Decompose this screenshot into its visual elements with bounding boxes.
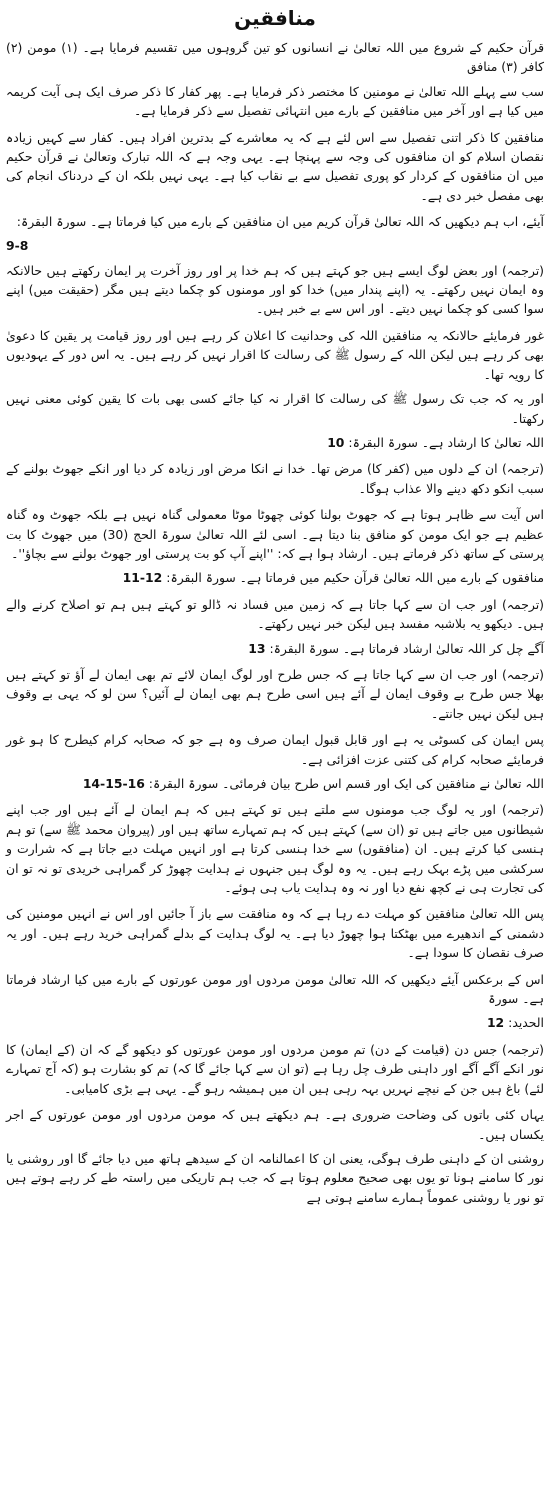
- translation-paragraph: (ترجمہ) اور جب ان سے کہا جاتا ہے کہ زمین میں فساد نہ ڈالو تو کہتے ہیں ہم تو اصلاح کرنے والے ہیں۔ دیکھو یہ بلاشبہ مفسد ہیں لیکن خبر نہیں رکھتے۔: [6, 596, 544, 632]
- translation-paragraph: (ترجمہ) اور یہ لوگ جب مومنوں سے ملتے ہیں تو کہتے ہیں کہ ہم ایمان لے آئے ہیں اور جب اپنے شیطانوں میں جاتے ہیں تو (ان سے) کہتے ہیں کہ ہم تمہارے ساتھ ہیں اور (پیروان محمد ﷺ سے) تو ہم ہنسی کیا کرتے ہیں۔ ان (منافقوں) سے خدا ہنسی کرتا ہے اور انہیں مہلت دیے جاتا ہے کہ شرارت و سرکشی میں پڑے بہک رہے ہیں۔ یہ وہ لوگ ہیں جنہوں نے ہدایت چھوڑ کر گمراہی خریدی تو نہ تو ان کی تجارت ہی نے کچھ نفع دیا اور نہ وہ ہدایت یاب ہی ہوئے۔: [6, 802, 544, 896]
- translation-paragraph: (ترجمہ) اور بعض لوگ ایسے ہیں جو کہتے ہیں کہ ہم خدا پر اور روز آخرت پر ایمان رکھتے ہیں حالانکہ وہ ایمان نہیں رکھتے۔ یہ (اپنے پندار میں) خدا کو اور مومنوں کو چکما دیتے ہیں مگر (حقیقت میں) اپنے سوا کسی کو چکما نہیں دیتے۔ اور اس سے بے خبر ہیں۔: [6, 262, 544, 317]
- verse-reference-text: منافقوں کے بارے میں اللہ تعالیٰ قرآن حکیم میں فرماتا ہے۔ سورۃ البقرۃ:: [166, 570, 544, 586]
- paragraph: آیئے، اب ہم دیکھیں کہ اللہ تعالیٰ قرآن کریم میں ان منافقین کے بارے میں کیا فرماتا ہے۔ سورۃ البقرۃ:: [16, 214, 544, 230]
- paragraph: اس آیت سے ظاہر ہوتا ہے کہ جھوٹ بولنا کوئی چھوٹا موٹا معمولی گناہ نہیں ہے بلکہ جھوٹ وہ گناہ عظیم ہے جو ایک مومن کو منافق بنا دیتا ہے۔ اسی لئے اللہ تعالیٰ سورۃ الحج (30) میں جھوٹ کا بت پرستی کے ساتھ ذکر فرماتے ہیں۔ ارشاد ہوا ہے کہ: ''اپنے آپ کو بت پرستی اور جھوٹ بولنے سے بچاؤ''۔: [6, 507, 545, 561]
- verse-reference: [6, 639, 544, 658]
- verse-reference-number: 14-15-16: [82, 776, 145, 791]
- verse-reference-number: 10: [327, 434, 345, 450]
- verse-reference-text: اللہ تعالیٰ نے منافقین کی ایک اور قسم اس طرح بیان فرمائی۔ سورۃ البقرۃ:: [148, 776, 544, 791]
- verse-reference-number: 13: [248, 640, 266, 656]
- paragraph: قرآن حکیم کے شروع میں اللہ تعالیٰ نے انسانوں کو تین گروہوں میں تقسیم فرمایا ہے۔ (۱) مومن (۲) کافر (۳) منافق: [6, 40, 544, 75]
- paragraph: سب سے پہلے اللہ تعالیٰ نے مومنین کا مختصر ذکر فرمایا ہے۔ پھر کفار کا ذکر صرف ایک ہی آیت کریمہ میں کیا ہے اور آخر میں منافقین کے بارے میں انتہائی تفصیل سے ذکر فرمایا ہے۔: [6, 83, 544, 119]
- paragraph: اور یہ کہ جب تک رسول ﷺ کی رسالت کا اقرار نہ کیا جائے کسی بھی بات کا یقین کوئی معنی نہیں رکھتا۔: [6, 391, 544, 426]
- translation-paragraph: (ترجمہ) ان کے دلوں میں (کفر کا) مرض تھا۔ خدا نے انکا مرض اور زیادہ کر دیا اور انکے جھوٹ بولنے کے سبب انکو دکھ دینے والا عذاب ہوگا۔: [6, 461, 544, 496]
- paragraph: یہاں کئی باتوں کی وضاحت ضروری ہے۔ ہم دیکھتے ہیں کہ مومن مردوں اور مومن عورتوں کے اجر یکساں ہیں۔: [6, 1107, 544, 1142]
- verse-reference-text: اللہ تعالیٰ کا ارشاد ہے۔ سورۃ البقرۃ:: [348, 434, 544, 450]
- verse-reference: [6, 1013, 544, 1032]
- paragraph: پس ایمان کی کسوٹی یہ ہے اور قابل قبول ایمان صرف وہ ہے جو کہ صحابہ کرام کیطرح کا ہو غور فرمایئے صحابہ کرام کی کتنی عزت افزائی ہے۔: [6, 732, 544, 767]
- paragraph: غور فرمایئے حالانکہ یہ منافقین اللہ کی وحدانیت کا اعلان کر رہے ہیں اور روز قیامت پر یقین کا دعویٰ بھی کر رہے ہیں لیکن اللہ کے رسول ﷺ کی رسالت کا اقرار نہیں کر رہے ہیں۔ یہ اس دور کے یہودیوں کا رویہ تھا۔: [6, 327, 544, 382]
- verse-reference-number: 12: [486, 1015, 505, 1031]
- verse-reference-text: آگے چل کر اللہ تعالیٰ ارشاد فرماتا ہے۔ سورۃ البقرۃ:: [269, 640, 544, 656]
- paragraph: اس کے برعکس آیئے دیکھیں کہ اللہ تعالیٰ مومن مردوں اور مومن عورتوں کے بارے میں کیا ارشاد فرماتا ہے۔ سورۃ: [6, 971, 544, 1007]
- translation-paragraph: (ترجمہ) جس دن (قیامت کے دن) تم مومن مردوں اور مومن عورتوں کو دیکھو گے کہ ان (کے ایمان) کا نور انکے آگے آگے اور داہنی طرف چل رہا ہے (تو ان سے کہا جائے گا کہ) تم کو بشارت ہو (کہ آج تمہارے لئے) باغ ہیں جن کے نیچے نہریں بہہ رہی ہیں ان میں ہمیشہ رہو گے۔ یہی ہے بڑی کامیابی۔: [6, 1041, 544, 1096]
- verse-reference: [6, 568, 544, 587]
- verse-reference-number: 11-12: [122, 570, 163, 586]
- verse-reference-text: الحدید:: [508, 1015, 544, 1031]
- page-title: منافقین: [234, 6, 316, 30]
- paragraph: روشنی ان کے داہنی طرف ہوگی، یعنی ان کا اعمالنامہ ان کے سیدھے ہاتھ میں دیا جائے گا اور روشنی یا نور کا سامنے ہونا تو یوں بھی صحیح معلوم ہوتا ہے کہ جب ہم تاریکی میں راستہ طے کر رہے ہوتے ہیں تو نور یا روشنی عموماً ہمارے سامنے ہوتی ہے: [6, 1150, 544, 1205]
- paragraph: پس اللہ تعالیٰ منافقین کو مہلت دے رہا ہے کہ وہ منافقت سے باز آ جائیں اور اس نے انہیں مومنین کی دشمنی کے اندھیرے میں بھٹکتا ہوا چھوڑ دیا ہے۔ یہ لوگ ہدایت کے بدلے گمراہی خرید رہے ہیں۔ اور یہ صرف نقصان کا سودا ہے۔: [6, 906, 544, 961]
- verse-reference: [6, 774, 544, 793]
- paragraph: منافقین کا ذکر اتنی تفصیل سے اس لئے ہے کہ یہ معاشرے کے بدترین افراد ہیں۔ کفار سے کہیں زیادہ نقصان اسلام کو ان منافقوں کی وجہ سے پہنچا ہے۔ یہی وجہ ہے کہ اللہ تبارک وتعالیٰ نے قرآن حکیم میں ان منافقوں کے کردار کو پوری تفصیل سے بے نقاب کیا ہے۔ یہی نہیں بلکہ ان کے دردناک انجام کی بھی مفصل خبر دی ہے۔: [6, 129, 544, 203]
- translation-paragraph: (ترجمہ) اور جب ان سے کہا جاتا ہے کہ جس طرح اور لوگ ایمان لائے تم بھی ایمان لے آؤ تو کہتے ہیں بھلا جس طرح بے وقوف ایمان لے آئے ہیں اسی طرح ہم بھی ایمان لے آئیں؟ سن لو کہ یہی بے وقوف ہیں لیکن نہیں جانتے۔: [6, 666, 544, 721]
- verse-reference: [6, 433, 544, 452]
- verse-reference-number: 9-8: [6, 237, 29, 253]
